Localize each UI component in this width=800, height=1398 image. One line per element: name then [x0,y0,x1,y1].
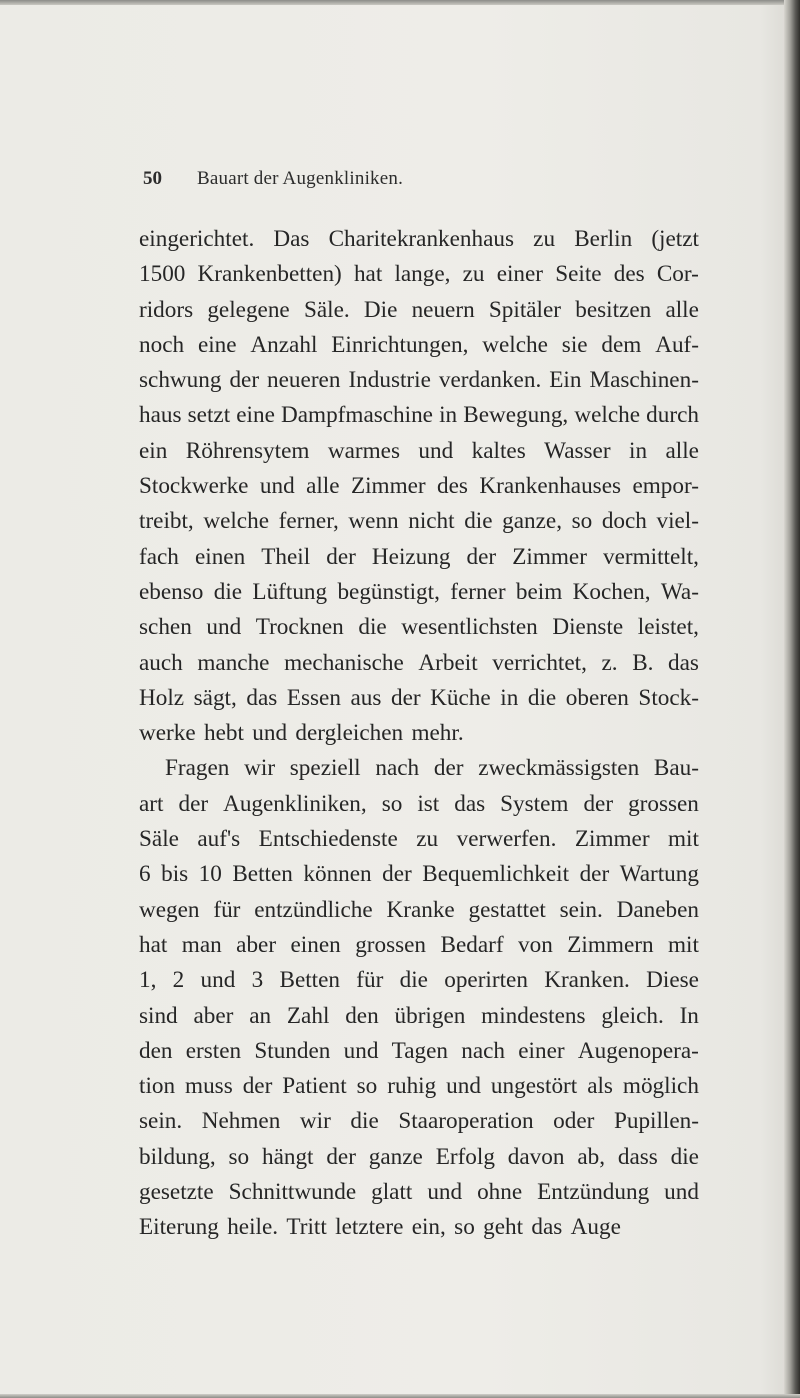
word: Wasser [544,437,611,464]
word: dass [617,1143,658,1170]
word: und [252,720,288,747]
word: sein. [139,1108,183,1135]
text-line [139,681,699,716]
word: Arbeit [418,649,478,676]
text-line [139,1069,699,1104]
word: ridors [139,296,194,323]
text-line [139,1034,699,1069]
word: besitzen [575,296,652,323]
word: Röhrensytem [185,437,310,464]
word: B. [632,649,654,676]
word: oder [553,1108,595,1135]
word: schwung [139,367,222,394]
word: zu [462,261,485,288]
word: alle [665,437,699,464]
word: hebt [204,720,244,747]
word: man [181,931,222,958]
word: für [356,967,384,994]
word: welche [574,402,641,429]
word: die [350,1108,379,1135]
word: viel- [656,508,699,535]
word: 1, [139,967,157,994]
word: an [249,1002,272,1029]
word: Bequemlichkeit [422,861,570,888]
word: Säle. [303,296,350,323]
word: Säle [139,826,179,853]
word: so [356,1073,378,1100]
word: hängt [261,1143,314,1170]
text-line [139,857,699,892]
word: nicht [408,508,455,535]
word: Staaroperation [398,1108,534,1135]
word: Essen [286,684,341,711]
word: treibt, [139,508,194,535]
word: auch [139,649,183,676]
word: übrigen [394,1002,466,1029]
word: Industrie [348,367,431,394]
word: entzündliche [254,896,373,923]
word: mit [668,826,699,853]
word: Charitekrankenhaus [328,226,515,252]
word: warmes [327,437,400,464]
word: Zimmer [512,543,587,570]
body-text [139,222,699,1246]
word: der [229,367,260,394]
word: Auge [570,1214,621,1241]
word: die [670,1143,699,1170]
text-line [139,434,699,469]
word: Die [363,296,398,323]
text-line [139,646,699,681]
word: oberen [565,684,629,711]
word: 6 [139,861,151,888]
word: glatt [371,1179,413,1206]
word: ohne [477,1179,523,1206]
word: operirten [444,967,528,994]
word: verwerfen. [456,826,557,853]
word: aus [350,684,382,711]
text-line [139,363,699,398]
word: setzt [187,402,231,429]
word: Tritt [286,1214,327,1241]
word: das [246,684,278,711]
word: mit [668,931,699,958]
text-line [139,1210,699,1245]
word: fach [139,543,179,570]
text-line [139,1175,699,1210]
word: eine [197,331,237,358]
word: doch [601,508,647,535]
word: ferner [450,578,506,605]
word: Stockwerke [139,473,249,500]
word: Zimmer [574,826,650,853]
word: wenn [348,508,399,535]
word: Das [273,226,310,252]
word: eingerichtet. [139,226,255,252]
word: die [213,578,243,605]
word: der [466,543,497,570]
word: verdanken. [438,367,542,394]
word: zu [533,226,556,252]
word: ferner, [278,508,339,535]
word: Trocknen [255,614,344,641]
word: Fragen [165,755,230,782]
word: das [668,649,699,676]
text-line [139,328,699,363]
word: z. [601,649,618,676]
word: so [454,1214,475,1241]
word: der [583,790,614,817]
word: das [531,1214,563,1241]
word: mindestens [481,1002,586,1029]
word: gleich. [601,1002,664,1029]
text-line [139,222,699,257]
word: welche [482,331,548,358]
text-line [139,751,699,786]
word: Bedarf [440,931,504,958]
word: des [437,473,468,500]
word: Entschiedenste [258,826,398,853]
text-line [139,822,699,857]
word: Zimmern [567,931,654,958]
word: auf's [197,826,241,853]
word: Entzündung [537,1179,650,1206]
word: der [382,861,412,888]
word: Krankenhauses [479,473,622,500]
word: welche [203,508,269,535]
word: mehr. [411,720,464,747]
word: die [464,508,493,535]
word: des [613,261,645,288]
word: Spitäler [488,296,562,323]
text-line [139,610,699,645]
word: die [399,967,428,994]
word: Schnittwunde [228,1179,357,1206]
word: geht [483,1214,524,1241]
word: Anzahl [250,331,318,358]
word: wesentlichsten [401,614,538,641]
word: ein, [411,1214,446,1241]
word: begünstigt, [337,578,440,605]
word: letztere [335,1214,404,1241]
word: Einrichtungen, [331,331,469,358]
word: den [139,1037,173,1064]
text-line [139,716,699,751]
word: 3 [251,967,264,994]
word: in [439,402,458,429]
word: Diese [646,967,699,994]
word: und [343,1037,379,1064]
word: Nehmen [201,1108,281,1135]
word: Patient [282,1073,347,1100]
word: einen [290,931,341,958]
word: Kochen, [572,578,651,605]
word: Kranken. [544,967,630,994]
word: und [200,967,236,994]
word: ebenso [139,578,204,605]
word: muss [185,1073,233,1100]
word: ab, [577,1143,605,1170]
word: sie [561,331,588,358]
word: Ein [549,367,582,394]
word: einer [496,261,544,288]
word: aber [236,931,277,958]
book-spine-edge [784,0,800,1398]
word: Betten [232,861,293,888]
word: Erfolg [435,1143,495,1170]
word: der [326,1143,356,1170]
word: Augenkliniken, [223,790,367,817]
word: sind [139,1002,178,1029]
text-line [139,1140,699,1175]
word: wegen [139,896,200,923]
word: Zahl [286,1002,330,1029]
word: durch [646,402,699,429]
word: manche [197,649,270,676]
word: schen [139,614,192,641]
word: ist [417,790,440,817]
text-line [139,504,699,539]
word: gestattet [468,896,546,923]
word: bildung, [139,1143,216,1170]
word: der [326,543,356,570]
page-number: 50 [143,168,162,189]
word: die [527,684,557,711]
word: neueren [267,367,341,394]
word: 1500 [139,261,186,288]
word: speziell [289,755,361,782]
word: der [579,861,610,888]
text-line [139,540,699,575]
word: wir [244,755,276,782]
word: gesetzte [139,1179,214,1206]
word: Dienste [552,614,624,641]
word: alle [665,296,699,323]
word: und [206,614,242,641]
word: dem [601,331,642,358]
text-line [139,999,699,1034]
word: Maschinen- [589,367,699,394]
word: Küche [430,684,491,711]
word: Betten [279,967,341,994]
word: 2 [172,967,185,994]
word: zweckmässigsten [478,755,640,782]
word: grossen [628,790,699,817]
word: Augenopera- [577,1037,699,1064]
word: für [213,896,241,923]
text-line [139,963,699,998]
word: Pupillen- [613,1108,699,1135]
word: möglich [622,1073,699,1100]
word: so [228,1143,250,1170]
text-line [139,1104,699,1139]
word: Theil [261,543,311,570]
word: Berlin [574,226,633,252]
word: so [381,790,403,817]
word: werke [139,720,196,747]
word: (jetzt [651,226,699,252]
word: einen [194,543,246,570]
word: nach [375,755,420,782]
word: so [571,508,593,535]
word: empor- [632,473,699,500]
word: sein. [559,896,603,923]
word: davon [507,1143,565,1170]
word: Daneben [616,896,699,923]
word: System [500,790,569,817]
word: von [518,931,553,958]
word: der [391,684,421,711]
word: Seite [555,261,602,288]
word: Auf- [655,331,699,358]
text-line [139,469,699,504]
text-line [139,398,699,433]
word: wir [299,1108,331,1135]
text-line [139,893,699,928]
word: tion [139,1073,176,1100]
word: ruhig [387,1073,437,1100]
word: ganze, [502,508,562,535]
word: leistet, [637,614,699,641]
word: der [178,790,209,817]
word: aber [193,1002,234,1029]
text-line [139,575,699,610]
word: Dampfmaschine [281,402,433,429]
word: Bau- [653,755,699,782]
text-line [139,928,699,963]
word: Cor- [656,261,699,288]
word: Wa- [660,578,699,605]
word: Zimmer [350,473,426,500]
word: mechanische [284,649,404,676]
word: alle [306,473,340,500]
word: heile. [227,1214,279,1241]
word: den [345,1002,379,1029]
word: Wartung [619,861,699,888]
word: Tagen [391,1037,448,1064]
word: nach [461,1037,506,1064]
word: der [433,755,464,782]
word: der [242,1073,273,1100]
word: ungestört [490,1073,578,1100]
word: Krankenbetten) [197,261,342,288]
word: hat [353,261,383,288]
word: Kranke [386,896,455,923]
word: bis [161,861,189,888]
word: In [679,1002,699,1029]
word: grossen [355,931,427,958]
page-header [143,168,693,198]
word: art [139,790,164,817]
word: das [454,790,486,817]
word: einer [518,1037,565,1064]
word: lange, [394,261,451,288]
word: Stock- [638,684,699,711]
word: noch [139,331,185,358]
word: verrichtet, [492,649,587,676]
word: Heizung [371,543,451,570]
word: Holz [139,684,185,711]
page-top-edge [0,0,800,5]
word: die [358,614,387,641]
word: Eiterung [139,1214,219,1241]
word: beim [515,578,563,605]
word: neuern [411,296,475,323]
word: eine [236,402,275,429]
word: sägt, [193,684,237,711]
word: 10 [198,861,222,888]
word: ein [139,437,168,464]
word: und [418,437,454,464]
word: ersten [185,1037,242,1064]
word: und [664,1179,699,1206]
word: Bewegung, [463,402,569,429]
word: können [303,861,372,888]
word: und [446,1073,481,1100]
word: als [587,1073,613,1100]
word: Stunden [254,1037,331,1064]
page-bottom-edge [0,1394,800,1398]
word: gelegene [207,296,290,323]
word: zu [416,826,439,853]
word: dergleichen [295,720,404,747]
word: vermittelt, [602,543,699,570]
word: und [427,1179,463,1206]
word: ganze [368,1143,423,1170]
running-head: Bauart der Augenkliniken. [197,168,404,189]
text-line [139,257,699,292]
word: Lüftung [252,578,328,605]
word: kaltes [471,437,526,464]
word: in [629,437,648,464]
word: haus [139,402,182,429]
text-line [139,787,699,822]
word: und [259,473,295,500]
word: hat [139,931,168,958]
word: in [500,684,519,711]
text-line [139,293,699,328]
